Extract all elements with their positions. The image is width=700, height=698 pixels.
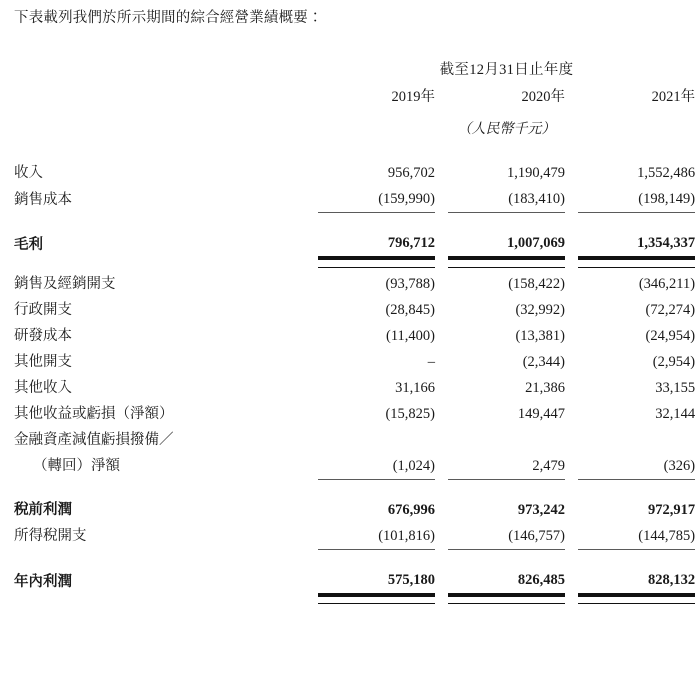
row-label-impairment-line2: （轉回）淨額	[33, 458, 120, 474]
row-value-other-gains-losses-net-2019: (15,825)	[385, 405, 435, 422]
table-header-years-rule-row	[14, 106, 695, 113]
rule-gap-3	[565, 213, 578, 222]
row-gap-2	[435, 427, 448, 453]
table-row	[14, 230, 695, 258]
table-row	[14, 297, 695, 323]
subtotal-rule-profit-before-tax	[14, 479, 695, 488]
row-value-rnd-costs-2021: (24,954)	[645, 327, 696, 344]
header-year-2021: 2021年	[651, 89, 696, 105]
row-gap-1	[305, 323, 318, 349]
row-gap-3	[565, 349, 578, 375]
row-value-income-tax-expense-2020: (146,757)	[508, 527, 565, 544]
financial-summary-table	[14, 58, 695, 604]
table-unit-row	[14, 113, 695, 140]
row-gap-3	[565, 567, 578, 595]
subtotal-rule-2020	[448, 479, 565, 488]
row-gap-1	[305, 297, 318, 323]
rule-label-spacer	[14, 213, 305, 222]
table-row	[14, 567, 695, 595]
row-value-other-gains-losses-net-2021: 32,144	[655, 405, 696, 422]
rule-gap-3	[565, 479, 578, 488]
rule-gap-1	[305, 549, 318, 558]
row-gap-3	[565, 427, 578, 453]
table-row	[14, 523, 695, 550]
total-rule-2021	[578, 258, 695, 267]
table-row	[14, 427, 695, 453]
total-rule-2020	[448, 595, 565, 604]
row-value-other-income-2020: 21,386	[525, 379, 565, 396]
table-row	[14, 375, 695, 401]
row-value-income-tax-expense-2019: (101,816)	[378, 527, 435, 544]
row-gap-2	[435, 349, 448, 375]
table-row	[14, 497, 695, 523]
row-gap-1	[305, 160, 318, 186]
header-years-gap-2	[435, 85, 448, 106]
row-value-income-tax-expense-2021: (144,785)	[638, 527, 696, 544]
row-gap-2	[435, 497, 448, 523]
currency-unit-note: （人民幣千元）	[457, 122, 556, 137]
header-year-2020: 2020年	[521, 89, 565, 105]
header-years-gap-3	[565, 85, 578, 106]
row-value-cost-of-sales-2019: (159,990)	[378, 191, 435, 207]
row-gap-3	[565, 230, 578, 258]
row-gap-3	[565, 160, 578, 186]
rule-label-spacer	[14, 549, 305, 558]
row-value-profit-before-tax-2020: 973,242	[517, 501, 565, 518]
row-label-income-tax-expense: 所得稅開支	[14, 528, 87, 544]
rule-gap-2	[435, 213, 448, 222]
subtotal-rule-gross-profit	[14, 213, 695, 222]
table-row	[14, 271, 695, 297]
unit-gap-1	[305, 113, 318, 140]
row-gap-3	[565, 497, 578, 523]
table-row	[14, 186, 695, 213]
total-rule-2021	[578, 595, 695, 604]
row-value-profit-before-tax-2021: 972,917	[647, 501, 696, 518]
row-gap-2	[435, 523, 448, 550]
row-gap-1	[305, 349, 318, 375]
row-value-other-expenses-2020: (2,344)	[522, 353, 565, 370]
row-value-gross-profit-2021: 1,354,337	[637, 235, 696, 251]
row-gap-1	[305, 453, 318, 480]
rule-gap-3	[565, 595, 578, 604]
row-label-other-expenses: 其他開支	[14, 353, 72, 370]
subtotal-rule-2019	[318, 479, 435, 488]
table-row	[14, 401, 695, 427]
row-label-other-income: 其他收入	[14, 379, 72, 396]
spacer-cell	[14, 221, 695, 230]
row-label-impairment-line1: 金融資產減值虧損撥備／	[14, 431, 174, 448]
row-value-cost-of-sales-2020: (183,410)	[508, 191, 565, 207]
row-label-administrative: 行政開支	[14, 301, 72, 318]
intro-paragraph: 下表載列我們於所示期間的綜合經營業績概要：	[14, 10, 323, 26]
subtotal-rule-2020	[448, 213, 565, 222]
rule-label-spacer	[14, 258, 305, 267]
row-gap-2	[435, 160, 448, 186]
row-gap-3	[565, 375, 578, 401]
subtotal-rule-2021	[578, 549, 695, 558]
row-gap-1	[305, 523, 318, 550]
header-gap-1	[305, 58, 318, 79]
row-label-gross-profit: 毛利	[14, 237, 43, 253]
spacer-cell	[14, 488, 695, 497]
rule-label-spacer	[14, 595, 305, 604]
total-rule-2019	[318, 258, 435, 267]
table-header-period-row	[14, 58, 695, 79]
row-value-other-income-2021: 33,155	[655, 379, 696, 396]
header-year-2019: 2019年	[391, 89, 435, 105]
row-value-gross-profit-2019: 796,712	[387, 235, 435, 251]
row-value-rnd-costs-2019: (11,400)	[386, 327, 435, 344]
row-value-impairment-line1-2020	[448, 427, 565, 453]
spacer-after-unit	[14, 140, 695, 160]
row-value-administrative-2020: (32,992)	[515, 301, 565, 318]
rule-gap-2	[435, 549, 448, 558]
spacer-before-gross-profit	[14, 221, 695, 230]
row-label-cost-of-sales: 銷售成本	[14, 191, 72, 208]
rule-gap-2	[435, 258, 448, 267]
rule-label-spacer	[14, 479, 305, 488]
row-value-other-expenses-2021: (2,954)	[652, 353, 696, 370]
rule-gap-1	[305, 479, 318, 488]
rule-gap-3	[565, 549, 578, 558]
row-value-impairment-2020: 2,479	[532, 457, 565, 474]
subtotal-rule-2019	[318, 549, 435, 558]
rule-gap-1	[305, 258, 318, 267]
row-gap-2	[435, 323, 448, 349]
row-gap-3	[565, 271, 578, 297]
row-value-profit-for-year-2019: 575,180	[387, 571, 435, 588]
row-value-profit-for-year-2020: 826,485	[517, 571, 565, 588]
header-rule-2019	[318, 106, 435, 113]
spacer-cell	[14, 140, 695, 160]
header-rule-2020	[448, 106, 565, 113]
subtotal-rule-profit-for-year	[14, 549, 695, 558]
table-row	[14, 453, 695, 480]
row-value-profit-before-tax-2019: 676,996	[387, 501, 435, 518]
row-value-administrative-2019: (28,845)	[385, 301, 435, 318]
header-label-spacer	[14, 58, 305, 79]
spacer-before-profit-before-tax	[14, 488, 695, 497]
subtotal-rule-2021	[578, 479, 695, 488]
header-years-label-spacer	[14, 85, 305, 106]
row-label-profit-for-year: 年內利潤	[14, 573, 72, 590]
row-gap-1	[305, 186, 318, 213]
row-label-rnd-costs: 研發成本	[14, 327, 72, 344]
row-gap-3	[565, 453, 578, 480]
row-value-impairment-2021: (326)	[663, 457, 696, 474]
row-gap-3	[565, 523, 578, 550]
year-rule-gap-1	[305, 106, 318, 113]
row-value-impairment-line1-2021	[578, 427, 695, 453]
table-header-years-row	[14, 85, 695, 106]
row-value-administrative-2021: (72,274)	[645, 301, 696, 318]
row-value-gross-profit-2020: 1,007,069	[507, 235, 565, 251]
unit-label-spacer	[14, 113, 305, 140]
row-gap-3	[565, 186, 578, 213]
rule-gap-2	[435, 479, 448, 488]
row-gap-1	[305, 375, 318, 401]
row-label-selling-distribution: 銷售及經銷開支	[14, 275, 116, 292]
row-gap-2	[435, 401, 448, 427]
row-value-other-income-2019: 31,166	[395, 379, 435, 396]
table-row	[14, 160, 695, 186]
total-rule-profit-for-year	[14, 595, 695, 604]
header-rule-2021	[578, 106, 695, 113]
row-value-other-gains-losses-net-2020: 149,447	[517, 405, 565, 422]
row-gap-2	[435, 567, 448, 595]
rule-gap-3	[565, 258, 578, 267]
year-rule-spacer-label	[14, 106, 305, 113]
row-value-revenue-2019: 956,702	[387, 165, 435, 181]
row-value-selling-distribution-2020: (158,422)	[508, 275, 565, 292]
row-gap-1	[305, 271, 318, 297]
row-value-selling-distribution-2021: (346,211)	[638, 275, 696, 292]
row-value-rnd-costs-2020: (13,381)	[515, 327, 565, 344]
rule-gap-2	[435, 595, 448, 604]
row-gap-1	[305, 497, 318, 523]
header-period-title: 截至12月31日止年度	[439, 62, 574, 78]
row-gap-1	[305, 567, 318, 595]
row-value-other-expenses-2019: –	[427, 353, 435, 370]
row-gap-3	[565, 297, 578, 323]
total-rule-2020	[448, 258, 565, 267]
row-gap-2	[435, 271, 448, 297]
row-gap-3	[565, 323, 578, 349]
year-rule-gap-2	[435, 106, 448, 113]
rule-gap-1	[305, 213, 318, 222]
row-gap-2	[435, 453, 448, 480]
total-rule-gross-profit	[14, 258, 695, 267]
row-value-revenue-2021: 1,552,486	[637, 165, 696, 181]
row-gap-2	[435, 375, 448, 401]
row-value-selling-distribution-2019: (93,788)	[385, 275, 435, 292]
row-gap-1	[305, 230, 318, 258]
row-gap-2	[435, 230, 448, 258]
subtotal-rule-2020	[448, 549, 565, 558]
row-value-profit-for-year-2021: 828,132	[647, 571, 696, 588]
rule-gap-1	[305, 595, 318, 604]
row-gap-2	[435, 297, 448, 323]
spacer-before-profit-for-year	[14, 558, 695, 567]
row-gap-3	[565, 401, 578, 427]
row-value-cost-of-sales-2021: (198,149)	[638, 191, 696, 207]
row-label-profit-before-tax: 稅前利潤	[14, 501, 72, 518]
table-row	[14, 349, 695, 375]
row-gap-1	[305, 401, 318, 427]
row-label-other-gains-losses-net: 其他收益或虧損（淨額）	[14, 405, 174, 422]
row-label-revenue: 收入	[14, 165, 43, 181]
spacer-cell	[14, 558, 695, 567]
row-value-impairment-line1-2019	[318, 427, 435, 453]
subtotal-rule-2019	[318, 213, 435, 222]
total-rule-2019	[318, 595, 435, 604]
table-row	[14, 323, 695, 349]
header-years-gap-1	[305, 85, 318, 106]
row-value-revenue-2020: 1,190,479	[507, 165, 565, 181]
row-value-impairment-2019: (1,024)	[392, 457, 435, 474]
subtotal-rule-2021	[578, 213, 695, 222]
year-rule-gap-3	[565, 106, 578, 113]
row-gap-2	[435, 186, 448, 213]
row-gap-1	[305, 427, 318, 453]
